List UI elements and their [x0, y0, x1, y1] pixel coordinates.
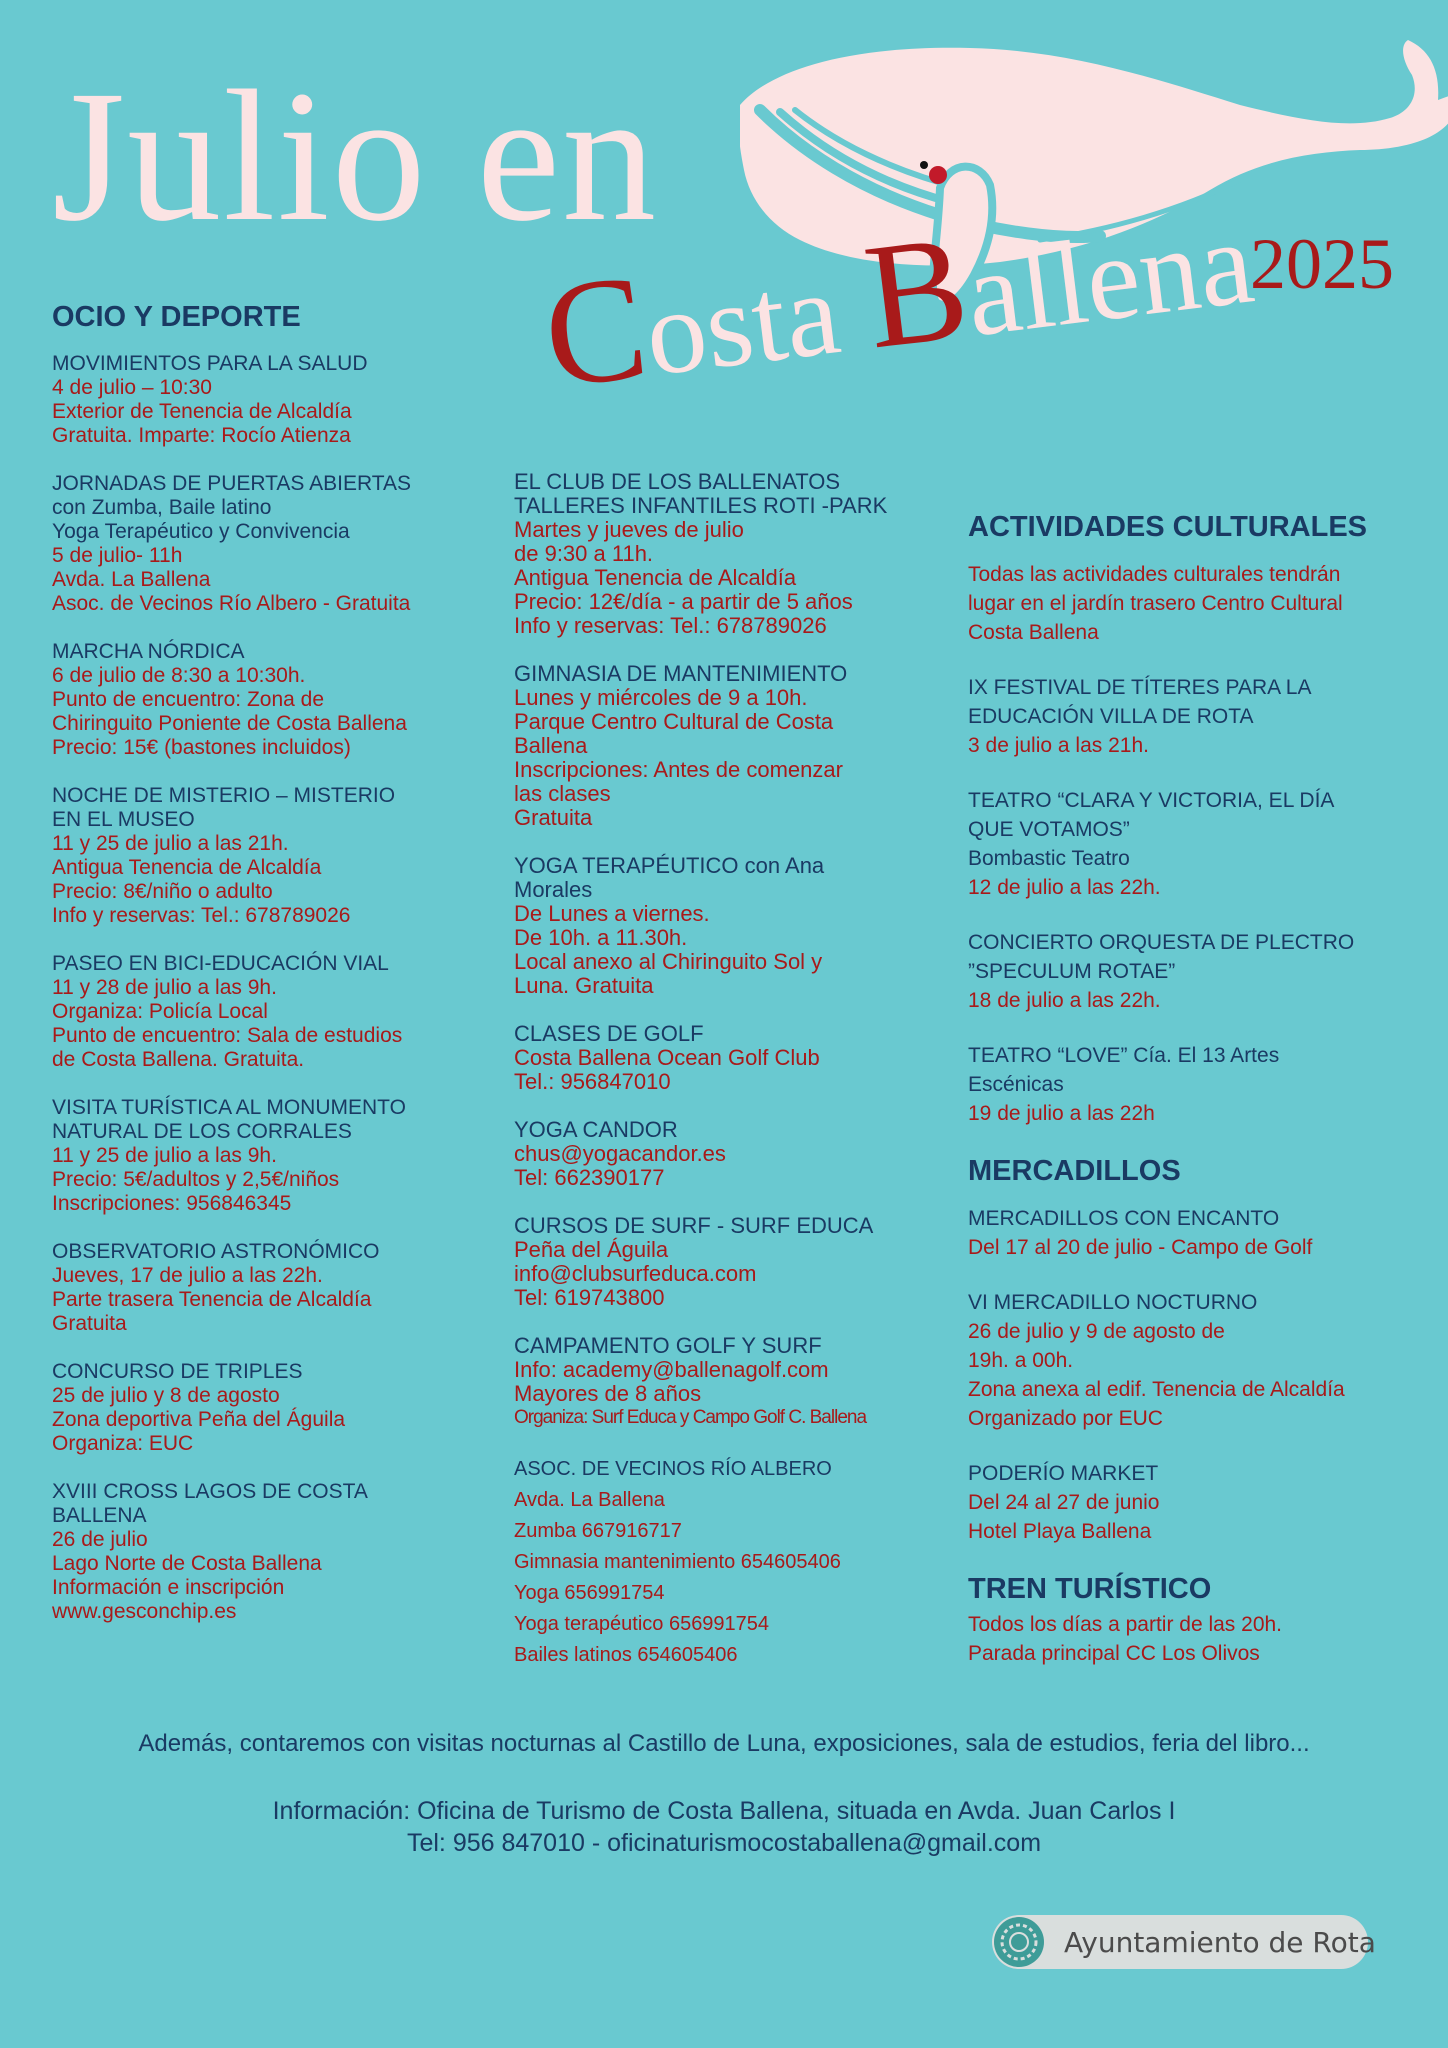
event-item: [52, 784, 482, 928]
event-detail-line: Organiza: EUC: [52, 1432, 194, 1455]
event-title-line: PASEO EN BICI-EDUCACIÓN VIAL: [52, 952, 389, 975]
event-item: [52, 1096, 482, 1216]
event-detail-line: Info: academy@ballenagolf.com: [514, 1357, 829, 1382]
event-detail-line: Organiza: Surf Educa y Campo Golf C. Ballena: [514, 1407, 867, 1428]
event-detail-line: Del 24 al 27 de junio: [968, 1491, 1160, 1514]
event-title-line: VISITA TURÍSTICA AL MONUMENTO: [52, 1096, 406, 1119]
event-title-line: TEATRO “LOVE” Cía. El 13 Artes: [968, 1044, 1280, 1067]
event-detail-line: las clases: [514, 781, 611, 806]
event-item: [514, 1454, 954, 1671]
event-title-line: CLASES DE GOLF: [514, 1021, 704, 1046]
event-item: [52, 640, 482, 760]
ayuntamiento-logo-text: Ayuntamiento de Rota: [1064, 1926, 1376, 1959]
event-item: [52, 1240, 482, 1336]
event-detail-line: 5 de julio- 11h: [52, 544, 183, 567]
event-detail-line: 12 de julio a las 22h.: [968, 876, 1161, 899]
event-item: [968, 673, 1408, 760]
event-item: [52, 952, 482, 1072]
event-title-line: JORNADAS DE PUERTAS ABIERTAS: [52, 472, 412, 495]
event-detail-line: Parte trasera Tenencia de Alcaldía: [52, 1288, 372, 1311]
event-title-line: VI MERCADILLO NOCTURNO: [968, 1291, 1258, 1314]
event-detail-line: Zona anexa al edif. Tenencia de Alcaldía: [968, 1378, 1345, 1401]
event-detail-line: Gratuita. Imparte: Rocío Atienza: [52, 424, 351, 447]
event-item: [514, 470, 954, 638]
event-title-line: PODERÍO MARKET: [968, 1462, 1159, 1485]
event-detail-line: Antigua Tenencia de Alcaldía: [514, 565, 797, 590]
event-item: [968, 786, 1408, 902]
event-title-line: con Zumba, Baile latino: [52, 496, 272, 519]
event-detail-line: Asoc. de Vecinos Río Albero - Gratuita: [52, 592, 411, 615]
event-item: [968, 1204, 1408, 1262]
event-title-line: EDUCACIÓN VILLA DE ROTA: [968, 705, 1254, 728]
mercadillos-events-list: [968, 1204, 1408, 1546]
footer-info: [0, 1795, 1448, 1859]
event-detail-line: Tel: 619743800: [514, 1285, 665, 1310]
event-detail-line: Organiza: Policía Local: [52, 1000, 268, 1023]
event-detail-line: Hotel Playa Ballena: [968, 1520, 1152, 1543]
event-detail-line: Peña del Águila: [514, 1237, 669, 1262]
event-detail-line: Yoga terapéutico 656991754: [514, 1613, 770, 1635]
event-detail-line: Precio: 15€ (bastones incluidos): [52, 736, 351, 759]
event-detail-line: Chiringuito Poniente de Costa Ballena: [52, 712, 407, 735]
event-item: [968, 1041, 1408, 1128]
event-detail-line: info@clubsurfeduca.com: [514, 1261, 757, 1286]
event-item: [514, 854, 954, 998]
event-title-line: TEATRO “CLARA Y VICTORIA, EL DÍA: [968, 789, 1335, 812]
detail-line: lugar en el jardín trasero Centro Cultural: [968, 592, 1343, 615]
event-detail-line: 3 de julio a las 21h.: [968, 734, 1149, 757]
event-detail-line: Yoga 656991754: [514, 1582, 665, 1604]
event-detail-line: Costa Ballena Ocean Golf Club: [514, 1045, 820, 1070]
event-detail-line: Zumba 667916717: [514, 1520, 682, 1542]
title-ballena-rest: allena: [959, 194, 1260, 362]
event-detail-line: Precio: 8€/niño o adulto: [52, 880, 273, 903]
event-detail-line: 6 de julio de 8:30 a 10:30h.: [52, 664, 306, 687]
event-detail-line: Info y reservas: Tel.: 678789026: [514, 613, 827, 638]
event-item: [52, 1360, 482, 1456]
detail-line: Todas las actividades culturales tendrán: [968, 563, 1341, 586]
event-detail-line: Información e inscripción: [52, 1576, 285, 1599]
event-detail-line: Jueves, 17 de julio a las 22h.: [52, 1264, 323, 1287]
event-detail-line: 25 de julio y 8 de agosto: [52, 1384, 280, 1407]
event-detail-line: 19 de julio a las 22h: [968, 1102, 1155, 1125]
event-title-line: NATURAL DE LOS CORRALES: [52, 1120, 352, 1143]
event-item: [514, 1334, 954, 1430]
footer-note: Además, contaremos con visitas nocturnas al Castillo de Luna, exposiciones, sala de estudios, feria del libro...: [138, 1730, 1310, 1757]
event-detail-line: Precio: 5€/adultos y 2,5€/niños: [52, 1168, 340, 1191]
event-detail-line: 18 de julio a las 22h.: [968, 989, 1161, 1012]
event-detail-line: Punto de encuentro: Zona de: [52, 688, 325, 711]
event-title-line: EN EL MUSEO: [52, 808, 195, 831]
event-detail-line: Martes y jueves de julio: [514, 517, 744, 542]
event-detail-line: de Costa Ballena. Gratuita.: [52, 1048, 305, 1071]
event-detail-line: Local anexo al Chiringuito Sol y: [514, 949, 823, 974]
ayuntamiento-emblem-icon: [994, 1917, 1044, 1967]
event-title-line: QUE VOTAMOS”: [968, 818, 1130, 841]
event-title-line: ”SPECULUM ROTAE”: [968, 960, 1176, 983]
event-detail-line: De 10h. a 11.30h.: [514, 925, 688, 950]
event-title-line: MARCHA NÓRDICA: [52, 640, 245, 663]
detail-line: Parada principal CC Los Olivos: [968, 1642, 1260, 1665]
event-title-line: BALLENA: [52, 1504, 147, 1527]
event-title-line: CONCURSO DE TRIPLES: [52, 1360, 303, 1383]
event-item: [968, 1459, 1408, 1546]
footer-info-line2: Tel: 956 847010 - oficinaturismocostaballena@gmail.com: [406, 1829, 1042, 1857]
event-detail-line: Lunes y miércoles de 9 a 10h.: [514, 685, 808, 710]
event-detail-line: 11 y 25 de julio a las 9h.: [52, 1144, 277, 1167]
event-title-line: Morales: [514, 877, 593, 902]
event-title-line: YOGA CANDOR: [514, 1117, 678, 1142]
ocio-deporte-column: [52, 300, 482, 1648]
event-detail-line: De Lunes a viernes.: [514, 901, 710, 926]
event-title-line: MERCADILLOS CON ENCANTO: [968, 1207, 1280, 1230]
event-title-line: XVIII CROSS LAGOS DE COSTA: [52, 1480, 368, 1503]
event-detail-line: 26 de julio y 9 de agosto de: [968, 1320, 1225, 1343]
event-item: [52, 352, 482, 448]
event-detail-line: de 9:30 a 11h.: [514, 541, 654, 566]
event-detail-line: Info y reservas: Tel.: 678789026: [52, 904, 351, 927]
event-detail-line: Avda. La Ballena: [52, 568, 211, 591]
event-detail-line: chus@yogacandor.es: [514, 1141, 726, 1166]
event-detail-line: Gratuita: [52, 1312, 127, 1335]
event-item: [968, 928, 1408, 1015]
event-title-line: Yoga Terapéutico y Convivencia: [52, 520, 350, 543]
event-detail-line: Zona deportiva Peña del Águila: [52, 1408, 346, 1431]
event-detail-line: Del 17 al 20 de julio - Campo de Golf: [968, 1236, 1313, 1259]
event-detail-line: Mayores de 8 años: [514, 1381, 702, 1406]
event-item: [52, 1480, 482, 1624]
middle-events-list: [514, 470, 954, 1671]
event-title-line: OBSERVATORIO ASTRONÓMICO: [52, 1240, 380, 1263]
event-title-line: CURSOS DE SURF - SURF EDUCA: [514, 1213, 874, 1238]
event-detail-line: Punto de encuentro: Sala de estudios: [52, 1024, 403, 1047]
event-title-line: CONCIERTO ORQUESTA DE PLECTRO: [968, 931, 1355, 954]
event-title-line: YOGA TERAPÉUTICO con Ana: [514, 853, 825, 878]
event-title-line: MOVIMIENTOS PARA LA SALUD: [52, 352, 368, 375]
event-detail-line: Organizado por EUC: [968, 1407, 1163, 1430]
event-item: [968, 1288, 1408, 1433]
title-costa-c: C: [535, 242, 656, 420]
event-detail-line: Antigua Tenencia de Alcaldía: [52, 856, 322, 879]
culturales-intro: [968, 560, 1408, 647]
title-ballena-b: B: [856, 203, 977, 381]
event-title-line: EL CLUB DE LOS BALLENATOS: [514, 469, 841, 494]
event-item: [514, 1118, 954, 1190]
event-title-line: TALLERES INFANTILES ROTI -PARK: [514, 493, 888, 518]
ayuntamiento-logo: [992, 1915, 1376, 1969]
event-detail-line: 11 y 28 de julio a las 9h.: [52, 976, 277, 999]
event-title-line: Bombastic Teatro: [968, 847, 1130, 870]
title-year: 2025: [1250, 224, 1394, 304]
mercadillos-heading: MERCADILLOS: [968, 1155, 1181, 1187]
event-detail-line: Exterior de Tenencia de Alcaldía: [52, 400, 352, 423]
right-column: [968, 510, 1408, 1668]
event-title-line: NOCHE DE MISTERIO – MISTERIO: [52, 784, 396, 807]
title-julio-en: Julio en: [52, 51, 659, 260]
event-title-line: CAMPAMENTO GOLF Y SURF: [514, 1333, 822, 1358]
event-detail-line: Tel.: 956847010: [514, 1069, 671, 1094]
event-detail-line: Bailes latinos 654605406: [514, 1644, 738, 1666]
event-detail-line: 26 de julio: [52, 1528, 148, 1551]
footer-info-line1: Información: Oficina de Turismo de Costa Ballena, situada en Avda. Juan Carlos I: [272, 1797, 1176, 1825]
tren-heading: TREN TURÍSTICO: [968, 1573, 1212, 1605]
event-detail-line: Ballena: [514, 733, 588, 758]
detail-line: Costa Ballena: [968, 621, 1099, 644]
event-detail-line: Gimnasia mantenimiento 654605406: [514, 1551, 841, 1573]
event-item: [52, 472, 482, 616]
detail-line: Todos los días a partir de las 20h.: [968, 1613, 1283, 1636]
event-detail-line: 19h. a 00h.: [968, 1349, 1074, 1372]
ocio-deporte-heading: OCIO Y DEPORTE: [52, 301, 301, 333]
event-detail-line: 11 y 25 de julio a las 21h.: [52, 832, 289, 855]
event-detail-line: Inscripciones: 956846345: [52, 1192, 292, 1215]
event-detail-line: Parque Centro Cultural de Costa: [514, 709, 834, 734]
event-title-line: GIMNASIA DE MANTENIMIENTO: [514, 661, 848, 686]
event-detail-line: Precio: 12€/día - a partir de 5 años: [514, 589, 853, 614]
event-detail-line: Gratuita: [514, 805, 593, 830]
event-item: [514, 1022, 954, 1094]
event-title-line: ASOC. DE VECINOS RÍO ALBERO: [514, 1458, 832, 1480]
event-title-line: Escénicas: [968, 1073, 1064, 1096]
ocio-events-list: [52, 352, 482, 1624]
event-item: [514, 662, 954, 830]
culturales-heading: ACTIVIDADES CULTURALES: [968, 511, 1368, 543]
event-detail-line: Lago Norte de Costa Ballena: [52, 1552, 322, 1575]
event-detail-line: 4 de julio – 10:30: [52, 376, 212, 399]
tren-details: [968, 1610, 1408, 1668]
title-costa-rest: osta: [638, 241, 877, 401]
event-detail-line: Tel: 662390177: [514, 1165, 665, 1190]
event-title-line: IX FESTIVAL DE TÍTERES PARA LA: [968, 676, 1312, 699]
culturales-events-list: [968, 673, 1408, 1128]
event-detail-line: Avda. La Ballena: [514, 1489, 665, 1511]
event-detail-line: Inscripciones: Antes de comenzar: [514, 757, 843, 782]
event-item: [514, 1214, 954, 1310]
event-detail-line: Luna. Gratuita: [514, 973, 654, 998]
event-detail-line: www.gesconchip.es: [52, 1600, 237, 1623]
middle-column: [514, 470, 954, 1695]
